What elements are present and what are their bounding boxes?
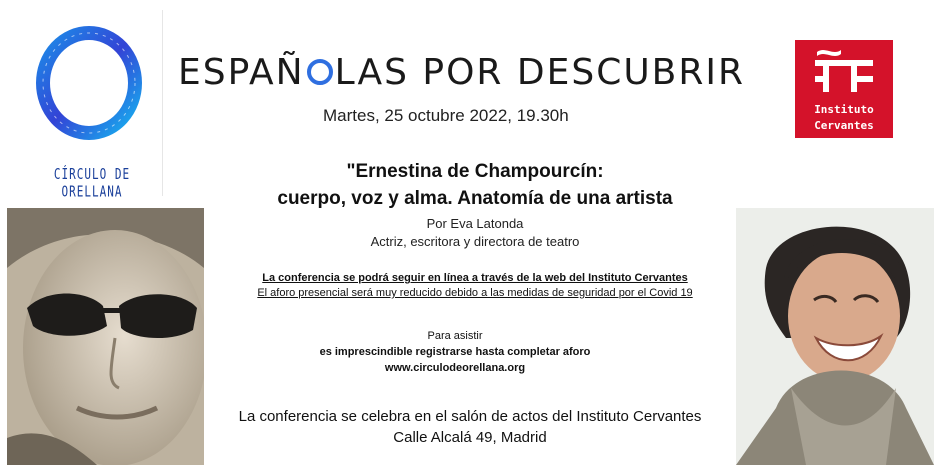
cervantes-logo-line1: Instituto: [814, 103, 874, 116]
registration-intro: Para asistir: [427, 330, 483, 342]
eva-latonda-photo: [736, 208, 934, 465]
speaker-info: [240, 215, 710, 251]
event-date: Martes, 25 octubre 2022, 19.30h: [323, 106, 569, 125]
registration-requirement: es imprescindible registrarse hasta completar aforo: [319, 346, 591, 358]
orellana-logo-text: CÍRCULO DE ORELLANA: [53, 165, 131, 201]
talk-title-line1: "Ernestina de Champourcín:: [346, 161, 604, 182]
online-notice: La conferencia se podrá seguir en línea a través de la web del Instituto Cervantes: [262, 272, 688, 284]
ernestina-portrait-photo: [7, 208, 204, 465]
title-part-1: ESPAÑ: [178, 52, 305, 93]
capacity-notice: El aforo presencial será muy reducido debido a las medidas de seguridad por el Covid 19: [257, 287, 693, 299]
cervantes-logo-text: [795, 102, 893, 134]
cervantes-logo-line2: Cervantes: [814, 119, 874, 132]
venue-address: Calle Alcalá 49, Madrid: [393, 429, 547, 446]
title-part-2: LAS POR DESCUBRIR: [334, 52, 746, 93]
talk-title-line2: cuerpo, voz y alma. Anatomía de una artista: [277, 188, 673, 209]
notice-block: [220, 271, 730, 301]
talk-title: [240, 158, 710, 212]
registration-block: [240, 328, 670, 376]
registration-url: www.circulodeorellana.org: [384, 362, 526, 374]
instituto-cervantes-logo: [795, 40, 893, 138]
orellana-ring-icon: [34, 24, 144, 142]
event-title: [178, 52, 745, 93]
circulo-de-orellana-logo: [22, 10, 163, 201]
venue-line1: La conferencia se celebra en el salón de actos del Instituto Cervantes: [238, 408, 702, 425]
speaker-name: Por Eva Latonda: [426, 216, 524, 231]
speaker-role: Actriz, escritora y directora de teatro: [370, 234, 580, 249]
title-o-ring-icon: [307, 59, 333, 85]
cervantes-glyph-icon: [811, 46, 877, 96]
venue-block: [230, 406, 710, 448]
